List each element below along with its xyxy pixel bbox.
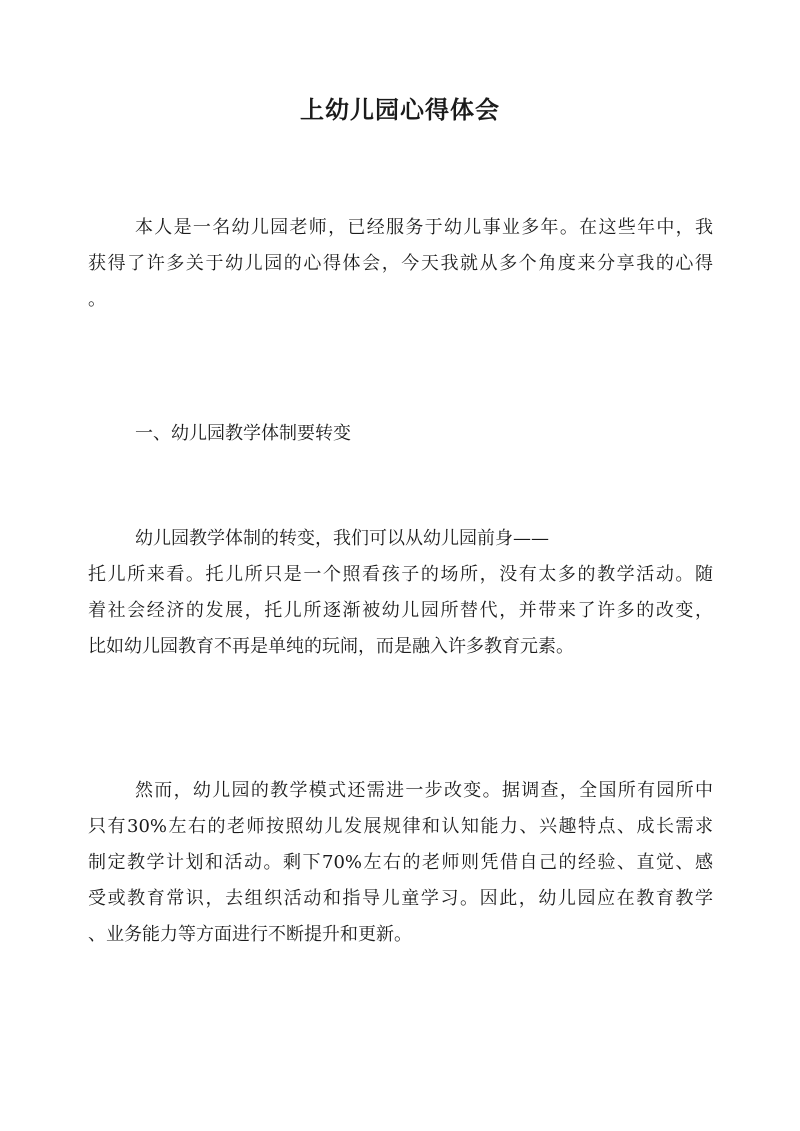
intro-paragraph <box>88 210 713 318</box>
paragraph-line: 然而，幼儿园的教学模式还需进一步改变。据调查，全国所有园所中 <box>135 780 713 801</box>
paragraph-line: 制定教学计划和活动。剩下70%左右的老师则凭借自己的经验、直觉、感 <box>88 852 713 873</box>
body-paragraph <box>88 773 713 953</box>
paragraph-line: 受或教育常识，去组织活动和指导儿童学习。因此，幼儿园应在教育教学 <box>88 888 713 909</box>
paragraph-line: 比如幼儿园教育不再是单纯的玩闹，而是融入许多教育元素。 <box>88 636 574 657</box>
document-title: 上幼儿园心得体会 <box>300 95 500 124</box>
paragraph-line: 、业务能力等方面进行不断提升和更新。 <box>88 924 412 945</box>
paragraph-line: 获得了许多关于幼儿园的心得体会，今天我就从多个角度来分享我的心得 <box>88 253 713 274</box>
paragraph-line: 本人是一名幼儿园老师，已经服务于幼儿事业多年。在这些年中，我 <box>135 217 713 238</box>
paragraph-line: 只有30%左右的老师按照幼儿发展规律和认知能力、兴趣特点、成长需求 <box>88 816 713 837</box>
section-heading-text: 一、幼儿园教学体制要转变 <box>135 423 351 444</box>
paragraph-line: 。 <box>88 289 106 310</box>
paragraph-line: 托儿所来看。托儿所只是一个照看孩子的场所，没有太多的教学活动。随 <box>88 564 713 585</box>
paragraph-line: 幼儿园教学体制的转变，我们可以从幼儿园前身—— <box>135 528 549 549</box>
body-paragraph <box>88 521 713 665</box>
paragraph-line: 着社会经济的发展，托儿所逐渐被幼儿园所替代，并带来了许多的改变， <box>88 600 713 621</box>
section-heading <box>88 416 713 452</box>
